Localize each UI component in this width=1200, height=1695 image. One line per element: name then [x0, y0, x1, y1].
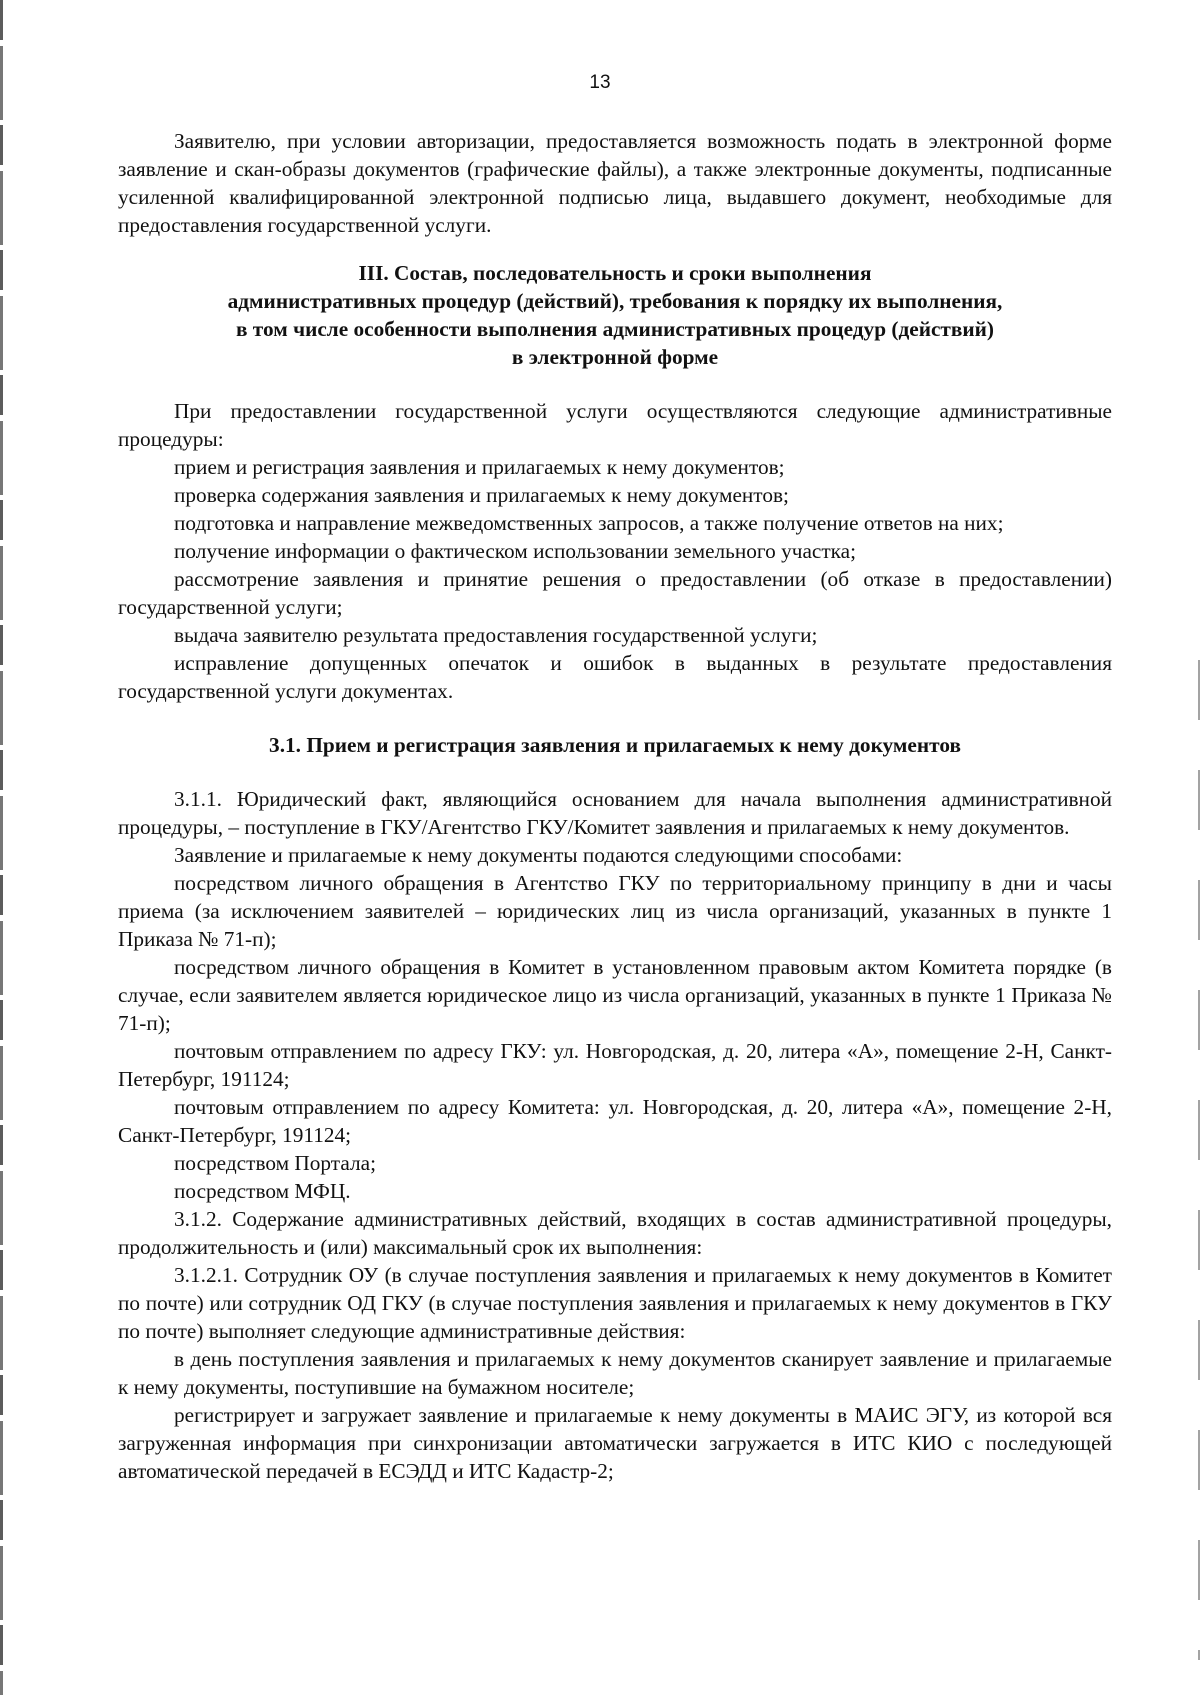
submission-method: посредством Портала;: [174, 1151, 376, 1175]
procedure-item: рассмотрение заявления и принятие решения о предоставлении (об отказе в предоставлении) государственной услуги;: [118, 567, 1112, 619]
submission-method: почтовым отправлением по адресу Комитета: ул. Новгородская, д. 20, литера «А», помещение 2-Н, Санкт-Петербург, 191124;: [118, 1095, 1112, 1147]
subsection-3-1-heading: 3.1. Прием и регистрация заявления и прилагаемых к нему документов: [269, 733, 961, 757]
action-item: в день поступления заявления и прилагаемых к нему документов сканирует заявление и прилагаемые к нему документы, поступившие на бумажном носителе;: [118, 1347, 1112, 1399]
procedure-item: исправление допущенных опечаток и ошибок в выданных в результате предоставления государственной услуги документах.: [118, 651, 1112, 703]
submission-method: посредством личного обращения в Агентство ГКУ по территориальному принципу в дни и часы приема (за исключением заявителей – юридических лиц из числа организаций, указанных в пункте 1 Приказа № 71-п);: [118, 871, 1112, 951]
section-3-heading-line: в электронной форме: [511, 345, 719, 369]
section-3-list: [118, 397, 1112, 705]
page-number: 13: [589, 72, 611, 93]
section-3-heading-line: административных процедур (действий), требования к порядку их выполнения,: [227, 289, 1003, 313]
clause-paragraph: Заявление и прилагаемые к нему документы подаются следующими способами:: [174, 843, 903, 867]
procedure-item: прием и регистрация заявления и прилагаемых к нему документов;: [174, 455, 785, 479]
section-3-heading-line: III. Состав, последовательность и сроки выполнения: [358, 261, 872, 285]
intro-paragraph: Заявителю, при условии авторизации, предоставляется возможность подать в электронной форме заявление и скан-образы документов (графические файлы), а также электронные документы, подписанные усиленной квалифицированной электронной подписью лица, выдавшего документ, необходимые для предоставления государственной услуги.: [118, 129, 1112, 237]
submission-method: почтовым отправлением по адресу ГКУ: ул. Новгородская, д. 20, литера «А», помещение 2-Н, Санкт-Петербург, 191124;: [118, 1039, 1112, 1091]
document-body: [118, 127, 1112, 1485]
section-3-paragraph: При предоставлении государственной услуги осуществляются следующие административные процедуры:: [118, 399, 1112, 451]
procedure-item: проверка содержания заявления и прилагаемых к нему документов;: [174, 483, 789, 507]
clause-paragraph: 3.1.2.1. Сотрудник ОУ (в случае поступления заявления и прилагаемых к нему документов в Комитет по почте) или сотрудник ОД ГКУ (в случае поступления заявления и прилагаемых к нему документов в ГКУ по почте) выполняет следующие административные действия:: [118, 1263, 1112, 1343]
submission-method: посредством МФЦ.: [174, 1179, 351, 1203]
scan-edge-left: [0, 0, 3, 1695]
section-3-heading-line: в том числе особенности выполнения административных процедур (действий): [235, 317, 995, 341]
submission-method: посредством личного обращения в Комитет в установленном правовым актом Комитета порядке (в случае, если заявителем является юридическое лицо из числа организаций, указанных в пункте 1 Приказа № 71-п);: [118, 955, 1112, 1035]
procedure-item: получение информации о фактическом использовании земельного участка;: [174, 539, 857, 563]
subsection-3-1-body: [118, 785, 1112, 1485]
clause-paragraph: 3.1.1. Юридический факт, являющийся основанием для начала выполнения административной процедуры, – поступление в ГКУ/Агентство ГКУ/Комитет заявления и прилагаемых к нему документов.: [118, 787, 1112, 839]
clause-paragraph: 3.1.2. Содержание административных действий, входящих в состав административной процедуры, продолжительность и (или) максимальный срок их выполнения:: [118, 1207, 1112, 1259]
procedure-item: выдача заявителю результата предоставления государственной услуги;: [174, 623, 818, 647]
section-3-heading: [118, 259, 1112, 371]
procedure-item: подготовка и направление межведомственных запросов, а также получение ответов на них;: [174, 511, 1004, 535]
action-item: регистрирует и загружает заявление и прилагаемые к нему документы в МАИС ЭГУ, из которой вся загруженная информация при синхронизации автоматически загружается в ИТС КИО с последующей автоматической передачей в ЕСЭДД и ИТС Кадастр-2;: [118, 1403, 1112, 1483]
